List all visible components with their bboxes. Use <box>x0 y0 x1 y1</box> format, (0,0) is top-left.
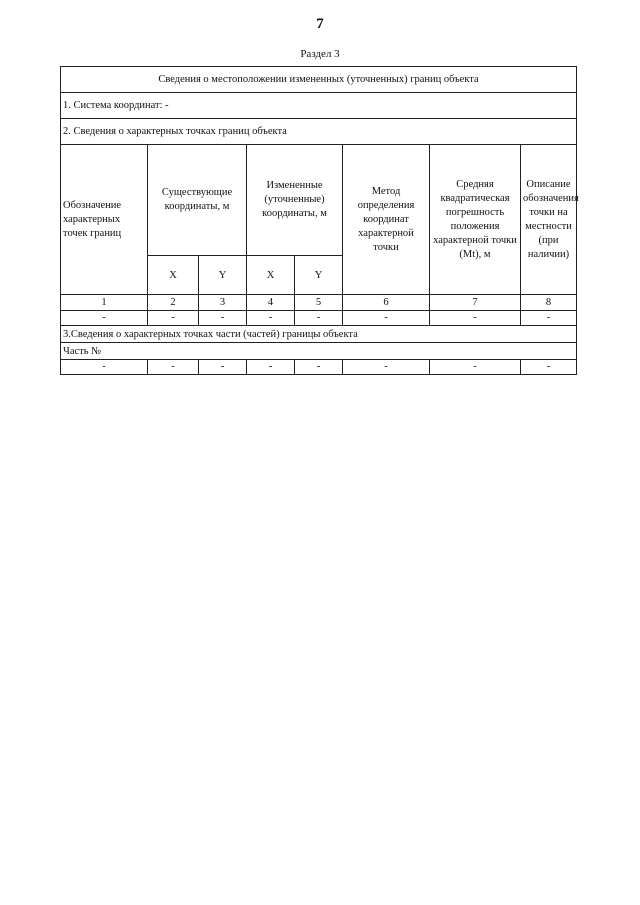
column-number: 5 <box>295 295 343 311</box>
column-number: 3 <box>199 295 247 311</box>
table-title: Сведения о местоположении измененных (уточненных) границ объекта <box>61 67 577 93</box>
table-cell: - <box>295 360 343 375</box>
table-cell: - <box>295 311 343 326</box>
points-heading-row <box>61 119 577 145</box>
table-cell: - <box>247 311 295 326</box>
column-number: 6 <box>343 295 430 311</box>
table-cell: - <box>199 360 247 375</box>
column-number-row <box>61 295 577 311</box>
table-cell: - <box>521 311 577 326</box>
coord-system-row <box>61 93 577 119</box>
header-existing-y: Y <box>199 256 247 295</box>
column-number: 8 <box>521 295 577 311</box>
table-cell: - <box>521 360 577 375</box>
column-number: 4 <box>247 295 295 311</box>
part-label-row <box>61 343 577 360</box>
part-label: Часть № <box>61 343 577 360</box>
points-heading: 2. Сведения о характерных точках границ объекта <box>61 119 577 145</box>
header-description: Описание обозначения точки на местности (при наличии) <box>521 145 577 295</box>
page-number: 7 <box>316 16 324 32</box>
header-row <box>61 145 577 256</box>
table-cell: - <box>430 360 521 375</box>
header-rms-error: Средняя квадратическая погрешность положения характерной точки (Mt), м <box>430 145 521 295</box>
parts-heading-row <box>61 326 577 343</box>
column-number: 1 <box>61 295 148 311</box>
coord-system: 1. Система координат: - <box>61 93 577 119</box>
table-cell: - <box>148 360 199 375</box>
table-cell: - <box>148 311 199 326</box>
header-existing-x: X <box>148 256 199 295</box>
header-changed-y: Y <box>295 256 343 295</box>
table-cell: - <box>61 360 148 375</box>
header-existing-coords: Существующие координаты, м <box>148 145 247 256</box>
table-cell: - <box>199 311 247 326</box>
column-number: 7 <box>430 295 521 311</box>
parts-heading: 3.Сведения о характерных точках части (частей) границы объекта <box>61 326 577 343</box>
table-title-row <box>61 67 577 93</box>
table-cell: - <box>343 311 430 326</box>
table-cell: - <box>247 360 295 375</box>
header-changed-coords: Измененные (уточненные) координаты, м <box>247 145 343 256</box>
table-cell: - <box>430 311 521 326</box>
header-changed-x: X <box>247 256 295 295</box>
header-method: Метод определения координат характерной точки <box>343 145 430 295</box>
table-cell: - <box>343 360 430 375</box>
boundary-points-table <box>60 66 577 375</box>
header-designation: Обозначение характерных точек границ <box>61 145 148 295</box>
table-row <box>61 360 577 375</box>
table-row <box>61 311 577 326</box>
column-number: 2 <box>148 295 199 311</box>
table-cell: - <box>61 311 148 326</box>
section-title: Раздел 3 <box>300 48 340 60</box>
